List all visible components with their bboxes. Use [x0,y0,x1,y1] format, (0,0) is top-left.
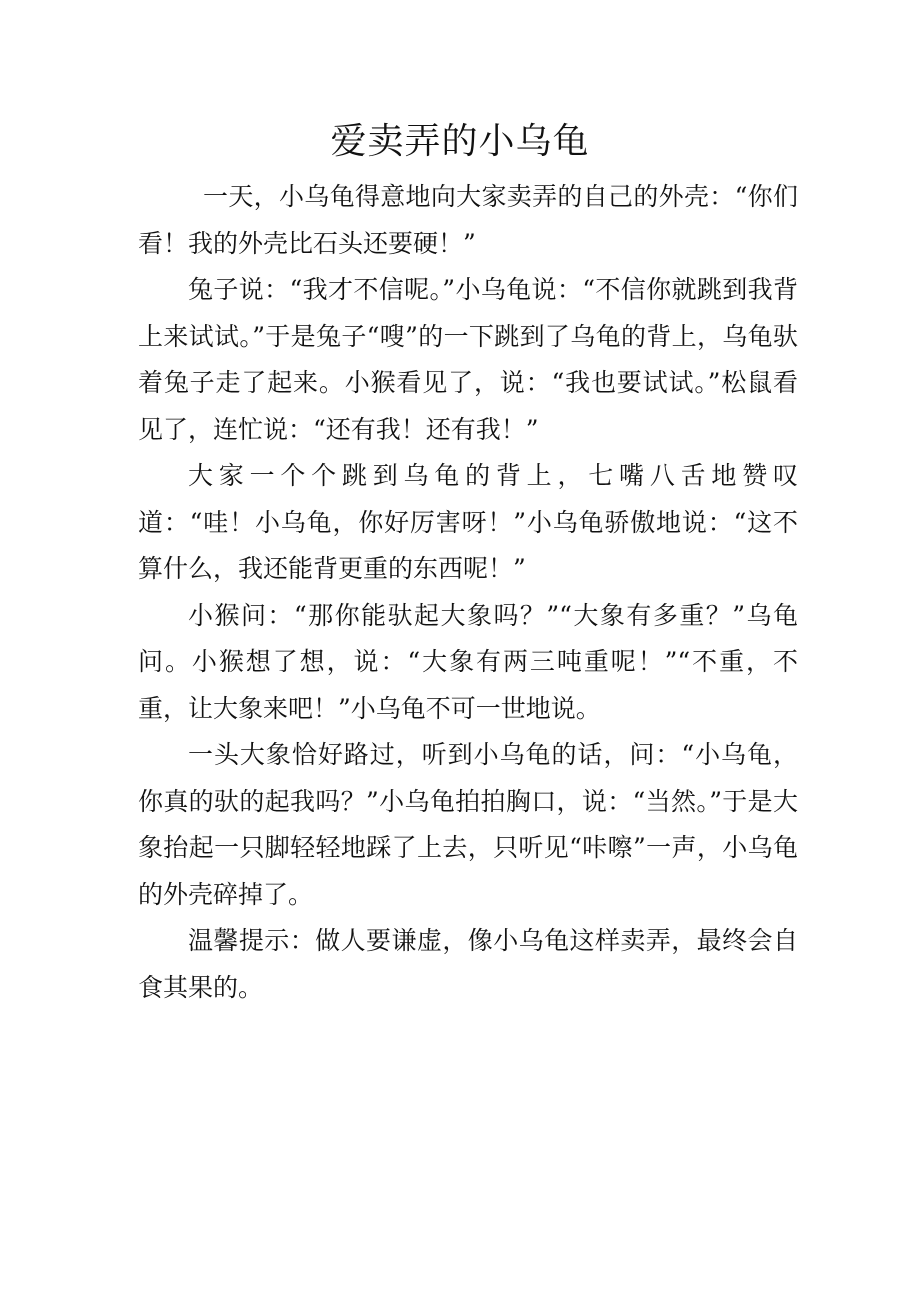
paragraph-1: 一天，小乌龟得意地向大家卖弄的自己的外壳：“你们看！我的外壳比石头还要硬！” [138,182,798,258]
document-body [138,174,798,1011]
paragraph-5: 一头大象恰好路过，听到小乌龟的话，问：“小乌龟，你真的驮的起我吗？”小乌龟拍拍胸口，说：“当然。”于是大象抬起一只脚轻轻地踩了上去，只听见“咔嚓”一声，小乌龟的外壳碎掉了。 [138,740,798,909]
paragraph-2: 兔子说：“我才不信呢。”小乌龟说：“不信你就跳到我背上来试试。”于是兔子“嗖”的一下跳到了乌龟的背上，乌龟驮着兔子走了起来。小猴看见了，说：“我也要试试。”松鼠看见了，连忙说：“还有我！还有我！” [138,275,798,444]
paragraph-6: 温馨提示：做人要谦虚，像小乌龟这样卖弄，最终会自食其果的。 [138,926,798,1002]
paragraph-4: 小猴问：“那你能驮起大象吗？”“大象有多重？”乌龟问。小猴想了想，说：“大象有两三吨重呢！”“不重，不重，让大象来吧！”小乌龟不可一世地说。 [138,600,798,723]
document-title: 爱卖弄的小乌龟 [330,121,590,162]
paragraph-3: 大家一个个跳到乌龟的背上，七嘴八舌地赞叹道：“哇！小乌龟，你好厉害呀！”小乌龟骄傲地说：“这不算什么，我还能背更重的东西呢！” [138,461,798,583]
